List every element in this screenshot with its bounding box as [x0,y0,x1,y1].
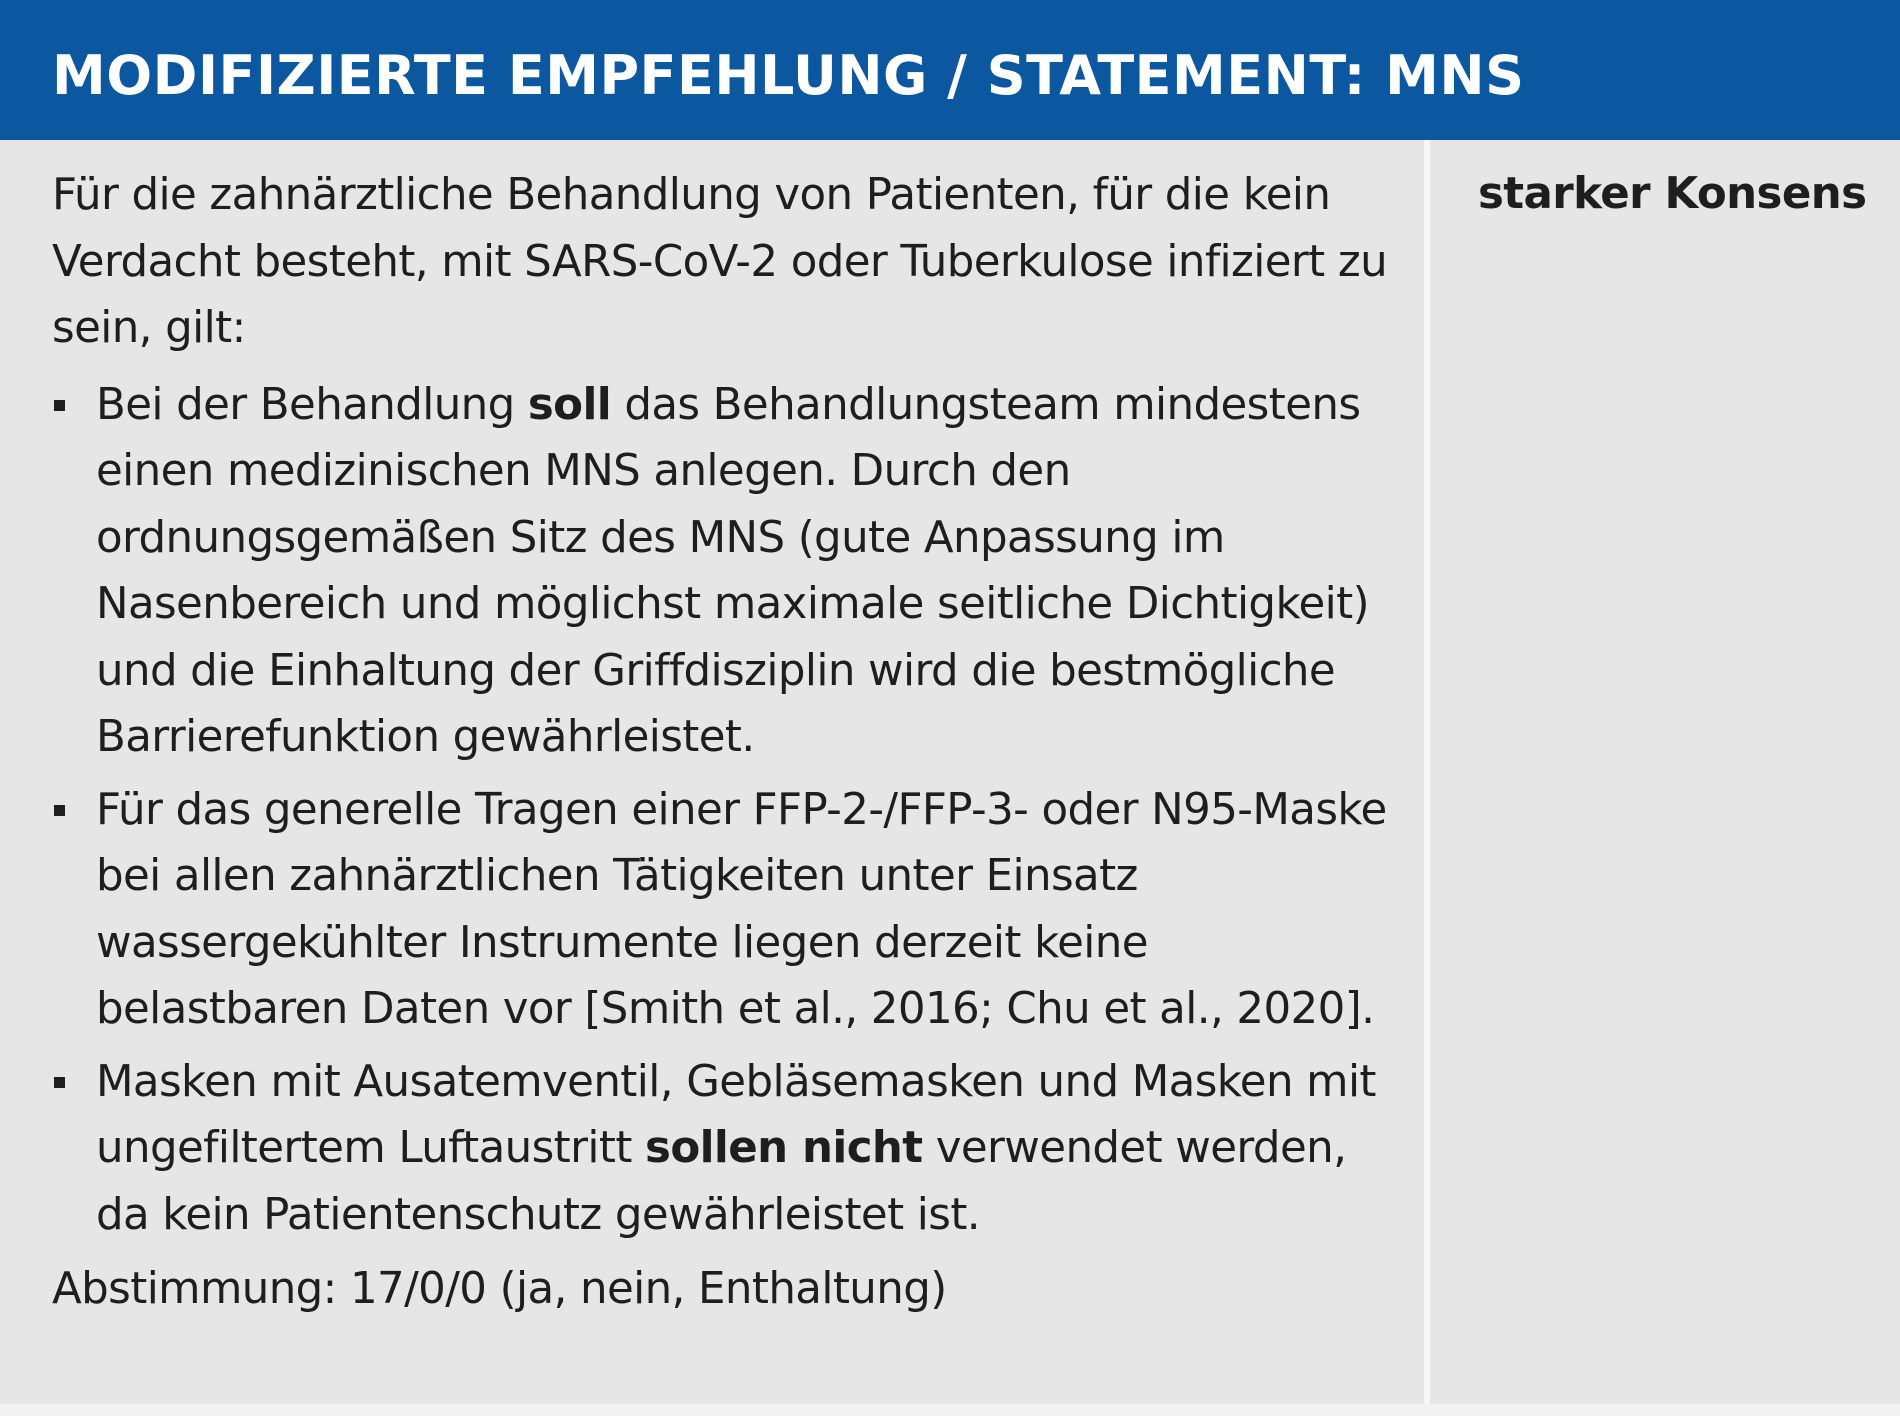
list-item [52,777,1402,1043]
bullet-text: Für das generelle Tragen einer FFP-2-/FFP-3- oder N95-Maske bei allen zahnärztlichen Tätigkeiten unter Einsatz wassergekühlter Instrumente liegen derzeit keine belastbaren Daten vor [Smith et al., 2016; Chu et al., 2020]. [96,784,1387,1034]
bullet-text-before: Bei der Behandlung [96,379,528,430]
table-header [0,0,1900,140]
table-body-row [0,140,1900,1404]
bullet-list [52,372,1402,1249]
intro-paragraph: Für die zahnärztliche Behandlung von Patienten, für die kein Verdacht besteht, mit SARS-CoV-2 oder Tuberkulose infiziert zu sein, gilt: [52,170,1388,353]
list-item [52,372,1402,771]
consensus-cell [1430,140,1900,1404]
list-item [52,1049,1402,1249]
recommendation-cell [0,140,1424,1404]
recommendation-text [52,162,1402,1323]
bullet-square-icon [54,805,65,816]
header-title: MODIFIZIERTE EMPFEHLUNG / STATEMENT: MNS [52,44,1525,107]
bullet-square-icon [54,1077,65,1088]
bullet-text-after: das Behandlungsteam mindestens einen medizinischen MNS anlegen. Durch den ordnungsgemäßen Sitz des MNS (gute Anpassung im Nasenbereich und möglichst maximale seitliche Dichtigkeit) und die Einhaltung der Griffdisziplin wird die bestmögliche Barrierefunktion gewährleistet. [96,379,1369,762]
consensus-label: starker Konsens [1478,169,1867,219]
vote-result: Abstimmung: 17/0/0 (ja, nein, Enthaltung) [52,1264,947,1314]
bullet-text-before: Masken mit Ausatemventil, Gebläsemasken und Masken mit ungefiltertem Luftaustritt [96,1056,1376,1173]
bottom-rule [0,1404,1900,1416]
bullet-text-after: verwendet werden, da kein Patientenschutz gewährleistet ist. [96,1123,1347,1240]
bullet-emphasis: soll [527,379,612,430]
bullet-emphasis: sollen nicht [645,1123,923,1173]
bullet-square-icon [54,400,65,411]
